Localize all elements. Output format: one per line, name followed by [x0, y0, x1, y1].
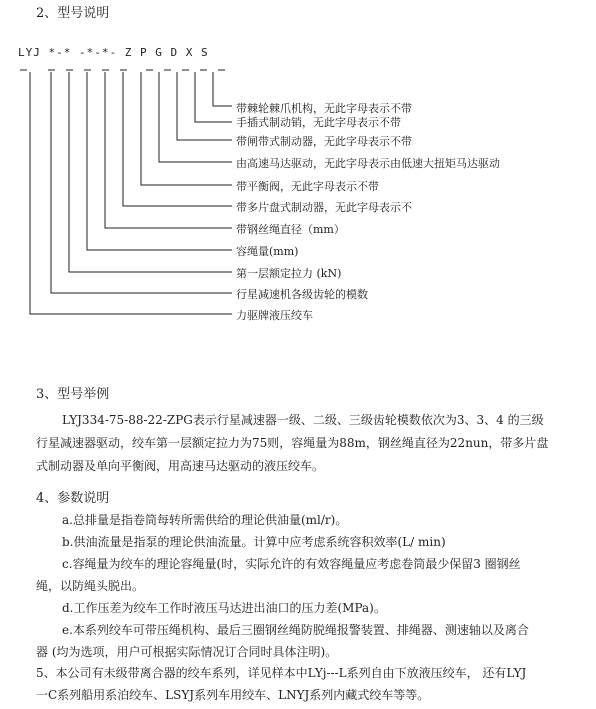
example-line-1: LYJ334-75-88-22-ZPG表示行星减速器一级、二级、三级齿轮模数依次为3、3、4 的三级 [62, 413, 544, 427]
example-line-2: 行星减速器驱动，绞车第一层额定拉力为75则，容绳量为88m，钢丝绳直径为22nun，带多片盘 [36, 436, 549, 450]
param-d: d.工作压差为绞车工作时液压马达进出油口的压力差(MPa)。 [62, 601, 386, 615]
section-5-line-1: 5、本公司有未级带离合器的绞车系列，详见样本中LYj---L系列自由下放液压绞车， 还有LYJ [36, 666, 527, 680]
section-4-title: 4、参数说明 [36, 491, 110, 506]
param-e: e.本系列绞车可带压绳机构、最后三圈钢丝绳防脱绳报警装置、排绳器、测速轴以及离合 [62, 623, 529, 637]
annotation-rope-capacity: 容绳量(mm) [236, 245, 299, 258]
annotation-multi-disc-brake: 带多片盘式制动器，无此字母表示不 [236, 201, 412, 214]
param-c: c.容绳量为绞车的理论容绳量(时，实际允许的有效容绳量应考虑卷筒最少保留3 圈钢丝 [62, 557, 521, 571]
param-c-cont: 绳，以防绳头脱出。 [36, 579, 145, 593]
annotation-balance-valve: 带平衡阀，无此字母表示不带 [236, 180, 379, 193]
annotation-rated-pull: 第一层额定拉力 (kN) [236, 267, 342, 280]
param-e-cont: 器 (均为选项，用户可根据实际情况订合同时具体注明)。 [36, 645, 338, 659]
annotation-high-speed-motor: 由高速马达驱动，无此字母表示由低速大扭矩马达驱动 [236, 157, 500, 170]
param-b: b.供油流量是指泵的理论供油流量。计算中应考虑系统容积效率(L/ min) [62, 535, 446, 549]
annotation-band-brake: 带闸带式制动器，无此字母表示不带 [236, 135, 412, 148]
annotation-ratchet: 带棘轮棘爪机构，无此字母表示不带 [236, 102, 412, 115]
example-line-3: 式制动器及单向平衡阀，用高速马达驱动的液压绞车。 [36, 459, 325, 473]
annotation-hand-pin: 手插式制动销，无此字母表示不带 [236, 116, 401, 129]
section-3-title: 3、型号举例 [36, 387, 110, 402]
section-2-title: 2、型号说明 [36, 6, 110, 21]
model-code: LYJ *-* -*-*- Z P G D X S [18, 46, 209, 59]
annotation-gear-modulus: 行星减速机各级齿轮的模数 [236, 288, 368, 301]
param-a: a.总排量是指卷筒每转所需供给的理论供油量(ml/r)。 [62, 513, 348, 527]
annotation-rope-diameter: 带钢丝绳直径（mm） [236, 223, 345, 236]
annotation-brand: 力驱牌液压绞车 [236, 309, 313, 322]
section-5-line-2: 一C系列船用系泊绞车、LSYJ系列车用绞车、LNYJ系列内藏式绞车等等。 [36, 688, 430, 702]
